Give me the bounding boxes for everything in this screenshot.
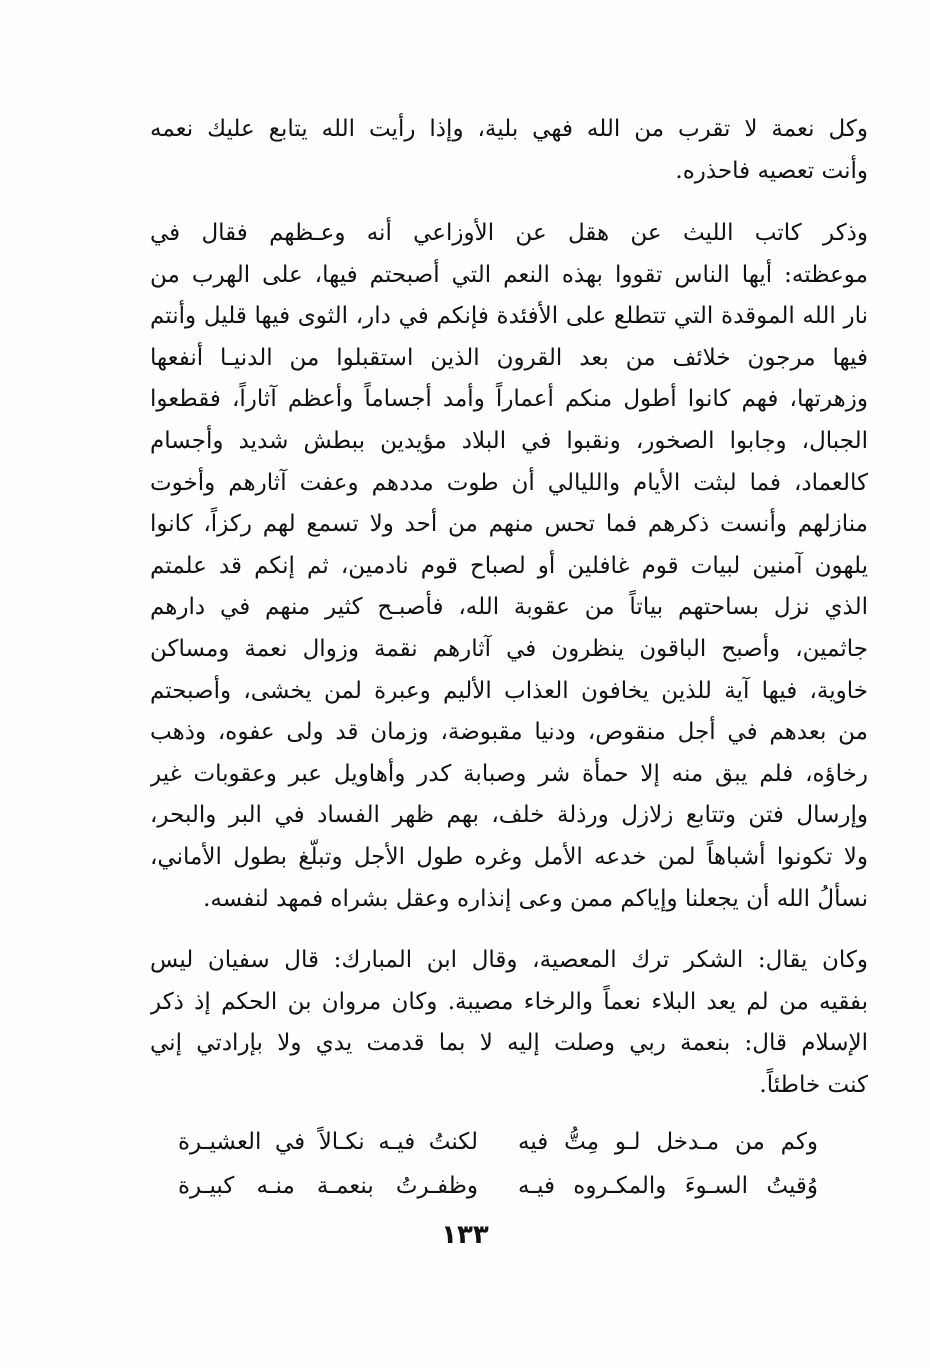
text-line: وإرسال فتن وتتابع زلازل ورذلة خلف، بهم ظهر الفساد في البر والبحر، — [150, 802, 868, 829]
text-line: نار الله الموقدة التي تتطلع على الأفئدة فإنكم في دار، الثوى فيها قليل وأنتم — [150, 303, 868, 330]
text-line: الذي نزل بساحتهم بياتاً من عقوبة الله، فأصبـح كثير منهم في دارهم — [150, 594, 868, 621]
text-line: موعظته: أيها الناس تقووا بهذه النعم التي أصبحتم فيها، على الهرب من — [150, 261, 868, 288]
page-number: ١٣٣ — [441, 1220, 489, 1250]
paragraph-1 — [150, 109, 868, 192]
text-line: منازلهم وأنست ذكرهم فما تحس منهم من أحد ولا تسمع لهم ركزاً، كانوا — [150, 511, 868, 538]
text-line: جاثمين، وأصبح الباقون ينظرون في آثارهم نقمة وزوال نعمة ومساكن — [150, 635, 868, 662]
verse-second-hemistich: لكنتُ فيـه نكـالاً في العشيـرة — [178, 1129, 478, 1155]
text-line: خاوية، فيها آية للذين يخافون العذاب الأليم وعبرة لمن يخشى، وأصبحتم — [150, 677, 868, 704]
verse-second-hemistich: وظفـرتُ بنعمـة منـه كبيـرة — [178, 1173, 478, 1199]
text-line: رخاؤه، فلم يبق منه إلا حمأة شر وصبابة كدر وأهاويل عبر وعقوبات غير — [150, 760, 868, 787]
text-line: وأنت تعصيه فاحذره. — [675, 157, 868, 184]
paragraph-3 — [150, 940, 868, 1106]
text-line: الإسلام قال: بنعمة ربي وصلت إليه لا بما قدمت يدي ولا بإرادتي إني — [150, 1030, 868, 1057]
text-line: من بعدهم في أجل منقوص، ودنيا مقبوضة، وزمان قد ولى عفوه، وذهب — [150, 719, 868, 746]
poem — [178, 1120, 818, 1208]
poem-verse — [178, 1164, 818, 1208]
poem-verse — [178, 1120, 818, 1164]
text-line: فيها مرجون خلائف من بعد القرون الذين استقبلوا من الدنيـا أنفعها — [150, 344, 868, 371]
text-line: وزهرتها، فهم كانوا أطول منكم أعماراً وأمد أجساماً وأعظم آثاراً، فقطعوا — [150, 386, 868, 413]
verse-first-hemistich: وُقيتُ السـوءَ والمكـروه فيـه — [518, 1173, 818, 1199]
text-line: ولا تكونوا أشباهاً لمن خدعه الأمل وغره طول الأجل وتبلّغ بطول الأماني، — [150, 843, 868, 870]
text-line: الجبال، وجابوا الصخور، ونقبوا في البلاد مؤيدين ببطش شديد وأجسام — [150, 427, 868, 454]
text-line: نسألُ الله أن يجعلنا وإياكم ممن وعى إنذاره وعقل بشراه فمهد لنفسه. — [203, 885, 868, 912]
text-line: وكل نعمة لا تقرب من الله فهي بلية، وإذا رأيت الله يتابع عليك نعمه — [150, 116, 868, 142]
verse-first-hemistich: وكم من مـدخل لـو مِتُّ فيه — [518, 1129, 818, 1155]
paragraph-2 — [150, 213, 868, 920]
text-line: وكان يقال: الشكر ترك المعصية، وقال ابن المبارك: قال سفيان ليس — [150, 947, 868, 973]
text-line: كنت خاطئاً. — [759, 1071, 868, 1098]
text-line: وذكر كاتب الليث عن هقل عن الأوزاعي أنه وعـظهم فقال في — [150, 220, 868, 246]
text-line: يلهون آمنين لبيات قوم غافلين أو لصباح قوم نادمين، ثم إنكم قد علمتم — [150, 552, 868, 579]
text-line: بفقيه من لم يعد البلاء نعماً والرخاء مصيبة. وكان مروان بن الحكم إذ ذكر — [150, 988, 868, 1015]
text-line: كالعماد، فما لبثت الأيام والليالي أن طوت مددهم وعفت آثارهم وأخوت — [150, 469, 868, 496]
